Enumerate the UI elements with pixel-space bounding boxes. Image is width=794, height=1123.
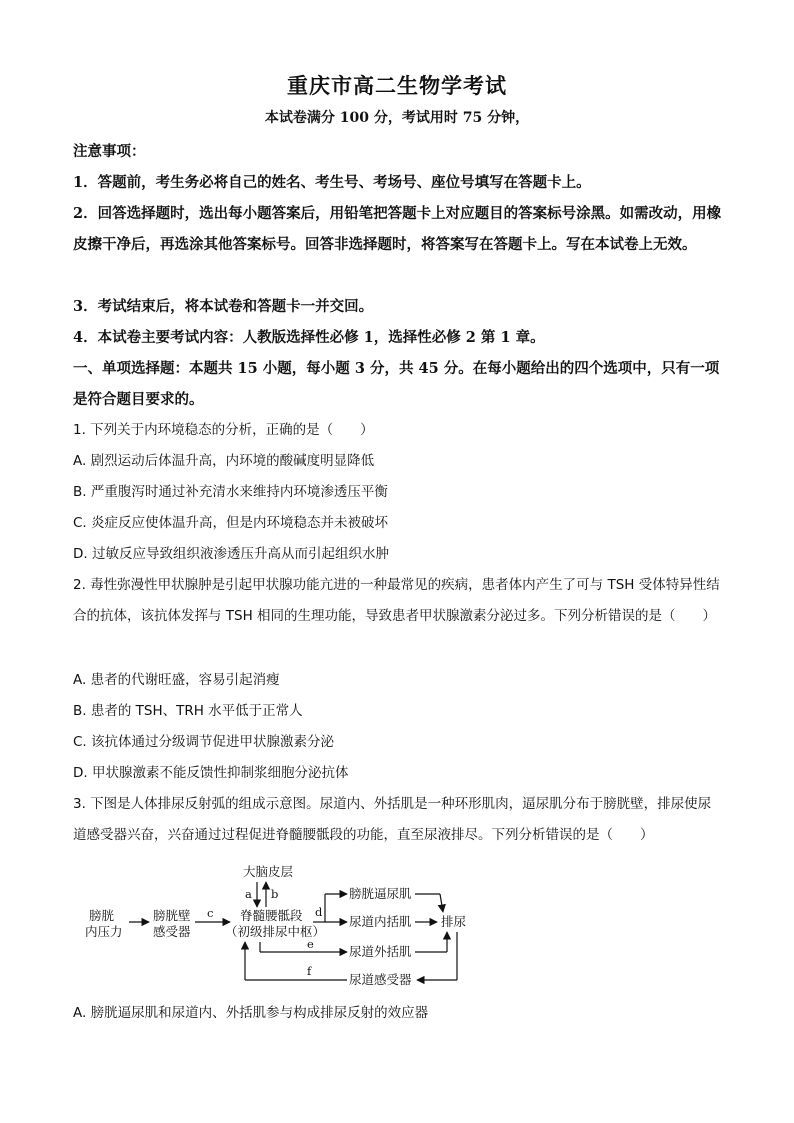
note-item-4: 4．本试卷主要考试内容：人教版选择性必修 1，选择性必修 2 第 1 章。: [73, 329, 545, 346]
label-b: b: [271, 887, 279, 901]
external-sphincter-label: 尿道外括肌: [349, 944, 412, 959]
question-3-option-a: A. 膀胱逼尿肌和尿道内、外括肌参与构成排尿反射的效应器: [73, 1005, 429, 1021]
question-2-option-a: A. 患者的代谢旺盛，容易引起消瘦: [73, 672, 280, 688]
receptor-label-2: 感受器: [153, 924, 191, 939]
section-heading: 一、单项选择题：本题共 15 小题，每小题 3 分，共 45 分。在每小题给出的四个选项中，只有一项是符合题目要求的。: [73, 360, 720, 408]
question-1-option-d: D. 过敏反应导致组织液渗透压升高从而引起组织水肿: [73, 546, 389, 562]
notes-heading: 注意事项：: [73, 143, 146, 160]
detrusor-label: 膀胱逼尿肌: [349, 886, 412, 901]
label-c: c: [207, 906, 214, 920]
label-a: a: [245, 887, 252, 901]
question-2-option-b: B. 患者的 TSH、TRH 水平低于正常人: [73, 703, 303, 719]
label-e: e: [307, 937, 314, 951]
question-2-stem: 2. 毒性弥漫性甲状腺肿是引起甲状腺功能亢进的一种最常见的疾病，患者体内产生了可与 TSH 受体特异性结合的抗体，该抗体发挥与 TSH 相同的生理功能，导致患者甲状腺激素分泌过多。下列分析错误的是（ ）: [73, 577, 720, 624]
question-2-option-c: C. 该抗体通过分级调节促进甲状腺激素分泌: [73, 734, 335, 750]
spinal-label-1: 脊髓腰骶段: [240, 908, 303, 923]
cortex-label: 大脑皮层: [243, 864, 294, 879]
spinal-label-2: （初级排尿中枢）: [225, 924, 326, 939]
arrow-detrusor-to-urination: [440, 894, 443, 912]
internal-sphincter-label: 尿道内括肌: [349, 914, 412, 929]
question-1-option-a: A. 剧烈运动后体温升高，内环境的酸碱度明显降低: [73, 453, 375, 469]
exam-info: 本试卷满分 100 分，考试用时 75 分钟，: [264, 110, 530, 126]
reflex-arc-diagram: [85, 862, 485, 992]
note-item-3: 3．考试结束后，将本试卷和答题卡一并交回。: [73, 298, 374, 315]
note-item-1: 1．答题前，考生务必将自己的姓名、考生号、考场号、座位号填写在答题卡上。: [73, 174, 591, 191]
bladder-pressure-label-1: 膀胱: [89, 908, 115, 923]
label-f: f: [307, 964, 312, 978]
question-3-stem: 3. 下图是人体排尿反射弧的组成示意图。尿道内、外括肌是一种环形肌肉，逼尿肌分布于膀胱壁，排尿使尿道感受器兴奋，兴奋通过过程促进脊髓腰骶段的功能，直至尿液排尽。下列分析错误的是（ ）: [73, 796, 712, 843]
urination-label: 排尿: [441, 914, 467, 929]
question-1-option-c: C. 炎症反应使体温升高，但是内环境稳态并未被破坏: [73, 515, 389, 531]
question-2-option-d: D. 甲状腺激素不能反馈性抑制浆细胞分泌抗体: [73, 765, 349, 781]
bladder-pressure-label-2: 内压力: [85, 924, 123, 939]
question-1-stem: 1. 下列关于内环境稳态的分析，正确的是（ ）: [73, 422, 374, 438]
question-1-option-b: B. 严重腹泻时通过补充清水来维持内环境渗透压平衡: [73, 484, 388, 500]
note-item-2: 2．回答选择题时，选出每小题答案后，用铅笔把答题卡上对应题目的答案标号涂黑。如需改动，用橡皮擦干净后，再选涂其他答案标号。回答非选择题时，将答案写在答题卡上。写在本试卷上无效。: [73, 205, 722, 253]
receptor-label-1: 膀胱壁: [153, 908, 191, 923]
urethral-receptor-label: 尿道感受器: [349, 972, 412, 987]
page-title: 重庆市高二生物学考试: [287, 73, 507, 98]
label-d: d: [315, 905, 323, 919]
